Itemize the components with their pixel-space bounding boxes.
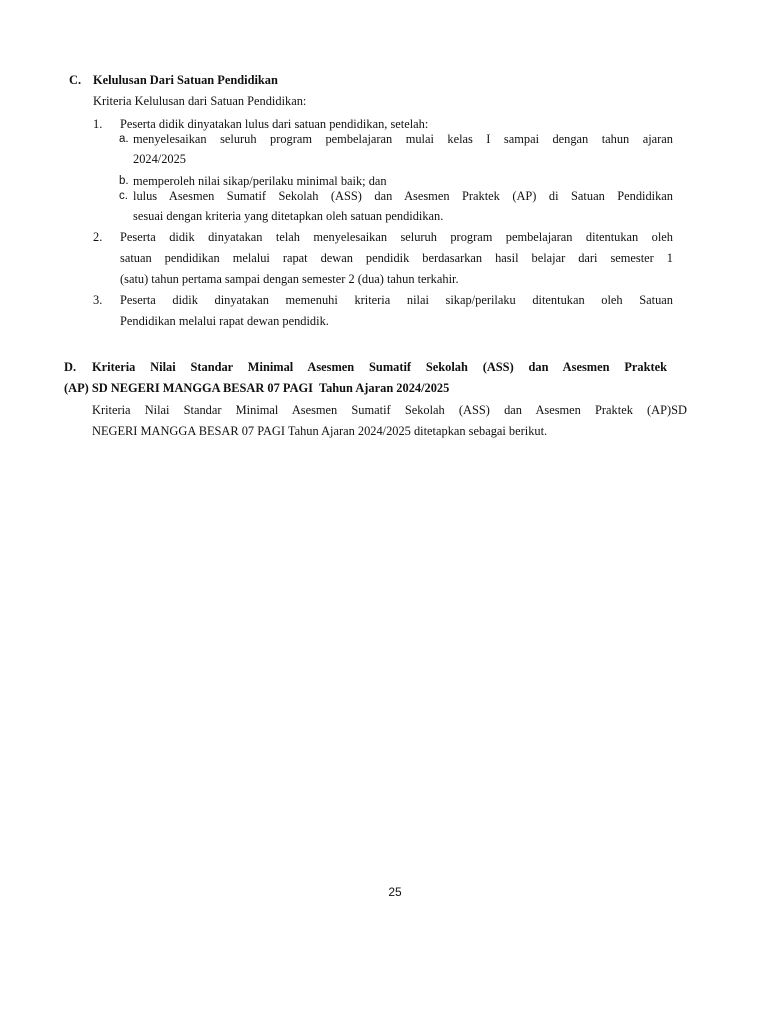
item-3-line1: Peserta didik dinyatakan memenuhi kriteria nilai sikap/perilaku ditentukan oleh Satuan: [120, 293, 673, 307]
item-2-number: 2.: [93, 230, 103, 244]
section-c-intro: Kriteria Kelulusan dari Satuan Pendidikan:: [93, 94, 307, 108]
section-c-title: Kelulusan Dari Satuan Pendidikan: [93, 73, 278, 87]
section-d-title-line2: (AP) SD NEGERI MANGGA BESAR 07 PAGI Tahun Ajaran 2024/2025: [64, 381, 450, 395]
section-d-letter: D.: [64, 360, 77, 374]
section-d-title-line1: Kriteria Nilai Standar Minimal Asesmen Sumatif Sekolah (ASS) dan Asesmen Praktek: [92, 360, 667, 374]
subitem-a-line1: menyelesaikan seluruh program pembelajaran mulai kelas I sampai dengan tahun ajaran: [133, 132, 673, 146]
page-number: 25: [388, 885, 402, 899]
item-1-text: Peserta didik dinyatakan lulus dari satuan pendidikan, setelah:: [120, 117, 429, 131]
subitem-b-marker: b.: [119, 175, 129, 187]
section-c-letter: C.: [69, 73, 82, 87]
item-2-line3: (satu) tahun pertama sampai dengan semester 2 (dua) tahun terkahir.: [120, 272, 459, 286]
section-d-body-line2: NEGERI MANGGA BESAR 07 PAGI Tahun Ajaran 2024/2025 ditetapkan sebagai berikut.: [92, 424, 548, 438]
subitem-c-line2: sesuai dengan kriteria yang ditetapkan oleh satuan pendidikan.: [133, 209, 444, 223]
item-3-line2: Pendidikan melalui rapat dewan pendidik.: [120, 314, 329, 328]
subitem-b-text: memperoleh nilai sikap/perilaku minimal baik; dan: [133, 174, 387, 188]
section-d-body-line1: Kriteria Nilai Standar Minimal Asesmen Sumatif Sekolah (ASS) dan Asesmen Praktek (AP)SD: [92, 403, 687, 417]
item-2-line1: Peserta didik dinyatakan telah menyelesaikan seluruh program pembelajaran ditentukan oleh: [120, 230, 673, 244]
item-2-line2: satuan pendidikan melalui rapat dewan pendidik berdasarkan hasil belajar dari semester 1: [120, 251, 673, 265]
subitem-c-line1: lulus Asesmen Sumatif Sekolah (ASS) dan Asesmen Praktek (AP) di Satuan Pendidikan: [133, 189, 673, 203]
subitem-a-line2: 2024/2025: [133, 152, 187, 166]
subitem-c-marker: c.: [119, 190, 128, 202]
subitem-a-marker: a.: [119, 133, 129, 145]
item-3-number: 3.: [93, 293, 103, 307]
item-1-number: 1.: [93, 117, 103, 131]
